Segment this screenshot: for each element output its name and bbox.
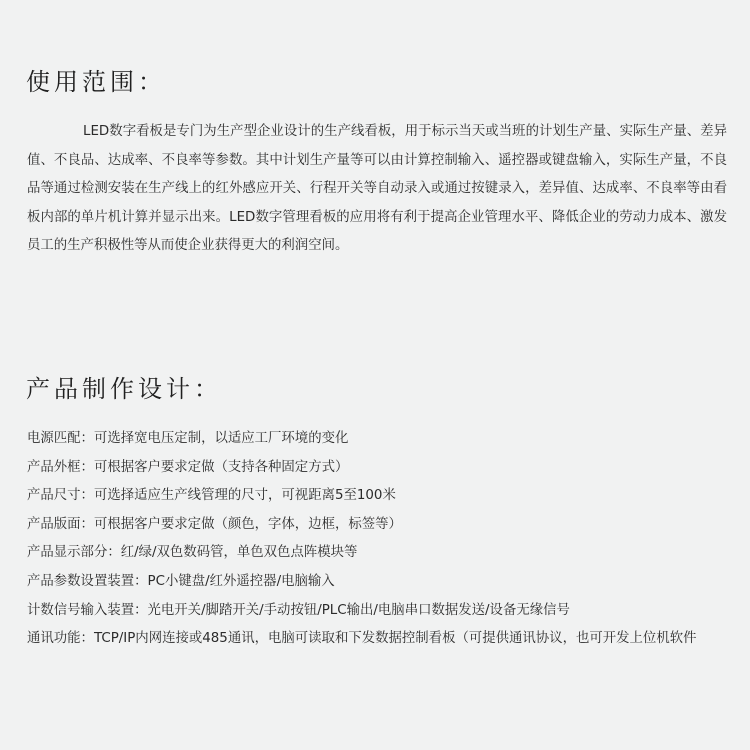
- spec-item-frame: [27, 454, 732, 483]
- spec-label: 电源匹配：: [27, 431, 94, 446]
- spec-list: [27, 425, 732, 654]
- spec-value: 可根据客户要求定做（颜色，字体，边框，标签等）: [93, 516, 402, 532]
- spec-item-signal-input: [27, 597, 732, 626]
- spec-value: TCP/IP内网连接或485通讯，电脑可读取和下发数据控制看板（可提供通讯协议，也可开发上位机软件: [93, 631, 697, 647]
- spec-label: 通讯功能：: [27, 631, 94, 647]
- spec-value: 红/绿/双色数码管，单色双色点阵模块等: [120, 545, 358, 561]
- spec-item-layout: [27, 511, 732, 540]
- spec-item-display: [27, 539, 732, 568]
- spec-item-power: [27, 425, 732, 454]
- spec-value: 光电开关/脚踏开关/手动按钮/PLC输出/电脑串口数据发送/设备无缘信号: [147, 602, 570, 618]
- spec-item-communication: [27, 625, 732, 654]
- spec-label: 计数信号输入装置：: [27, 602, 148, 618]
- spec-value: PC小键盘/红外遥控器/电脑输入: [147, 573, 335, 589]
- usage-section-title: 使用范围：: [26, 68, 166, 96]
- spec-label: 产品版面：: [27, 516, 94, 532]
- spec-item-setting-device: [27, 568, 732, 597]
- design-section-title: 产品制作设计：: [26, 375, 222, 403]
- usage-paragraph: LED数字看板是专门为生产型企业设计的生产线看板，用于标示当天或当班的计划生产量、实际生产量、差异值、不良品、达成率、不良率等参数。其中计划生产量等可以由计算控制输入、遥控器或键盘输入，实际生产量，不良品等通过检测安装在生产线上的红外感应开关、行程开关等自动录入或通过按键录入，差异值、达成率、不良率等由看板内部的单片机计算并显示出来。LED数字管理看板的应用将有利于提高企业管理水平、降低企业的劳动力成本、激发员工的生产积极性等从而使企业获得更大的利润空间。: [27, 124, 727, 254]
- spec-label: 产品显示部分：: [27, 545, 121, 561]
- spec-label: 产品外框：: [27, 459, 94, 475]
- spec-value: 可根据客户要求定做（支持各种固定方式）: [93, 459, 349, 475]
- spec-label: 产品尺寸：: [27, 488, 94, 504]
- spec-label: 产品参数设置装置：: [27, 573, 148, 589]
- spec-value: 可选择宽电压定制，以适应工厂环境的变化: [93, 431, 349, 446]
- spec-value: 可选择适应生产线管理的尺寸，可视距离5至100米: [93, 488, 396, 504]
- spec-item-size: [27, 482, 732, 511]
